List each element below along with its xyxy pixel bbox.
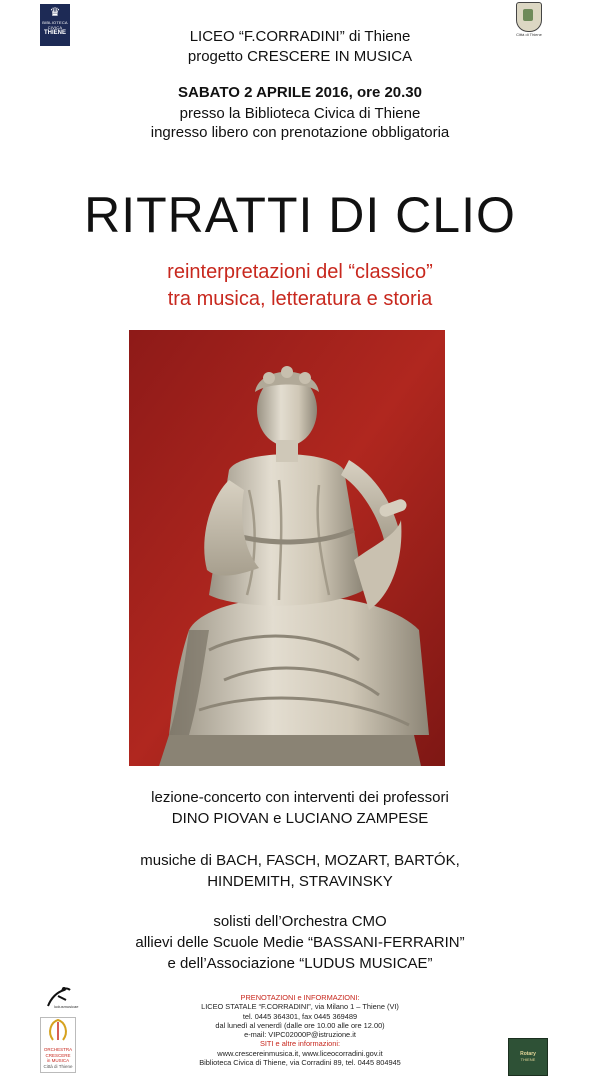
cmo-line-2: CRESCERE [45,1052,71,1058]
ludus-caption: ludusmusicae [54,1004,79,1009]
association: e dell’Associazione “LUDUS MUSICAE” [167,955,433,972]
composers-line-2: HINDEMITH, STRAVINSKY [207,873,393,890]
soloists: solisti dell’Orchestra CMO [213,913,387,930]
crown-icon: ♛ [49,5,61,19]
program-line-1: lezione-concerto con interventi dei professori [151,789,449,806]
booking-heading: PRENOTAZIONI e INFORMAZIONI: [240,993,360,1002]
cmo-line-4: Città di Thiene [43,1063,73,1069]
websites[interactable]: www.crescereinmusica.it, www.liceocorradini.gov.it [217,1048,383,1058]
office-hours: dal lunedì al venerdì (dalle ore 10.00 alle ore 12.00) [215,1020,385,1030]
statue-illustration [129,330,445,766]
library-address: Biblioteca Civica di Thiene, via Corradini 89, tel. 0445 804945 [199,1058,401,1068]
logo-line-3: THIENE [43,30,66,36]
school-email[interactable]: e-mail: VIPC02000P@istruzione.it [244,1030,356,1040]
school-name: LICEO “F.CORRADINI” di Thiene [189,28,411,45]
subtitle-line-2: tra musica, letteratura e storia [167,288,433,310]
rotary-line-2: THIENE [520,1057,536,1062]
subtitle-line-1: reinterpretazioni del “classico” [167,261,433,283]
school-phone: tel. 0445 364301, fax 0445 369489 [242,1011,358,1021]
rotary-line-1: Rotary [520,1051,536,1057]
sites-heading: SITI e altre informazioni: [259,1039,341,1049]
rotary-thiene-logo [508,1038,548,1076]
project-name: progetto CRESCERE IN MUSICA [187,48,413,65]
logo-line-1: BIBLIOTECA [42,20,68,25]
cmo-line-1: ORCHESTRA [43,1047,73,1052]
entry-note: ingresso libero con prenotazione obbligatoria [150,124,450,141]
city-caption: Città di Thiene [516,32,542,37]
clio-statue-image [129,330,445,766]
professors: DINO PIOVAN e LUCIANO ZAMPESE [171,810,429,827]
poster-title: RITRATTI DI CLIO [84,187,516,243]
event-location: presso la Biblioteca Civica di Thiene [179,105,421,122]
logo-line-2: CIVICA [47,25,63,30]
composers-line-1: musiche di BACH, FASCH, MOZART, BARTÓK, [140,852,460,869]
school-address: LICEO STATALE “F.CORRADINI”, via Milano 1 – Thiene (VI) [201,1002,399,1012]
cmo-line-3: in MUSICA [46,1058,70,1063]
students: allievi delle Scuole Medie “BASSANI-FERRARIN” [135,934,465,951]
event-date: SABATO 2 APRILE 2016, ore 20.30 [178,84,422,101]
